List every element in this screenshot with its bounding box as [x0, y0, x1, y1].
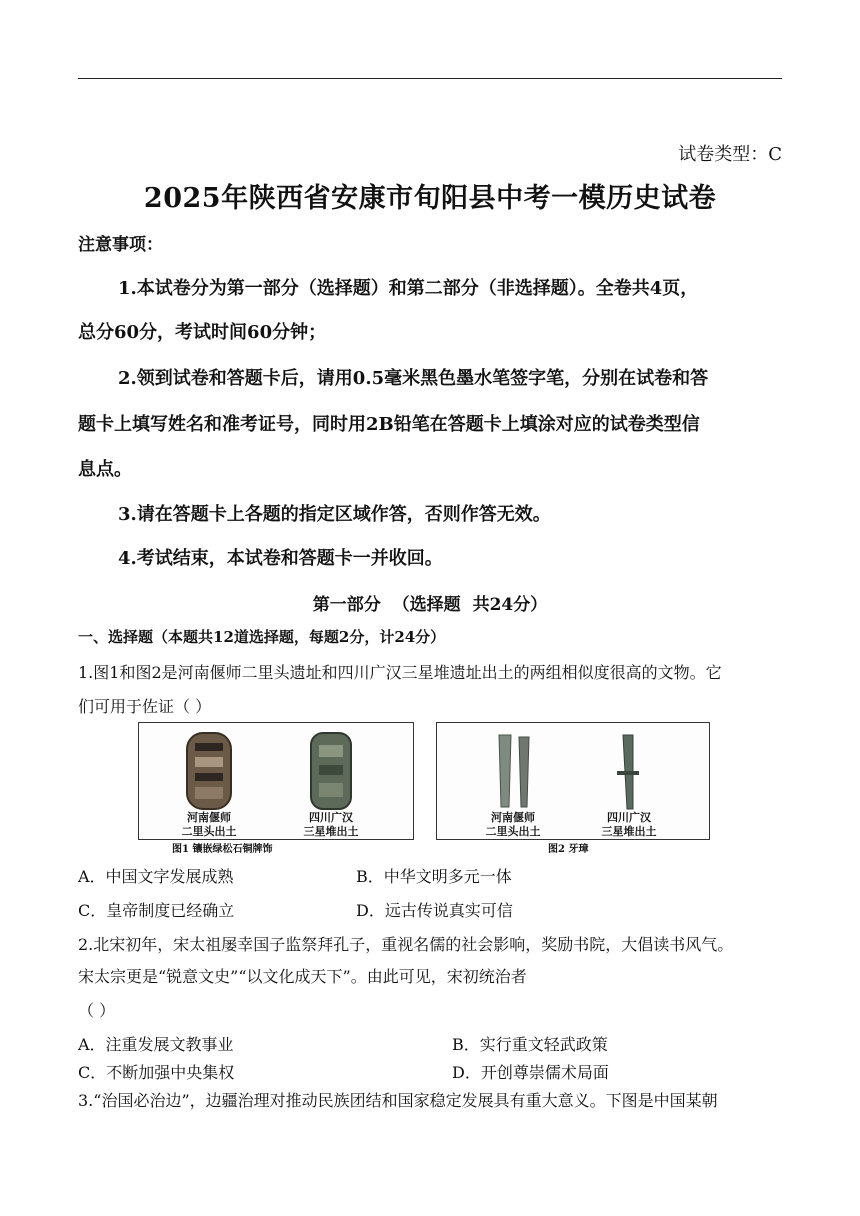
- q1-option-c: C．皇帝制度已经确立: [78, 901, 235, 920]
- fig1-caption: 图1 镶嵌绿松石铜牌饰: [172, 844, 273, 855]
- part1-heading: 第一部分 （选择题 共24分）: [312, 595, 548, 615]
- q2-option-c: C．不断加强中央集权: [78, 1063, 235, 1082]
- notice-item-1: 1.本试卷分为第一部分（选择题）和第二部分（非选择题）。全卷共4页，: [118, 278, 699, 299]
- figure-2: [436, 722, 710, 840]
- q2-answer-paren: （ ）: [78, 1001, 116, 1020]
- fig2-left-label: 河南偃师 二里头出土: [485, 811, 541, 838]
- header-rule: [78, 78, 782, 79]
- fig1-right-label: 四川广汉 三星堆出土: [303, 811, 359, 838]
- q2-option-b: B．实行重文轻武政策: [452, 1035, 608, 1054]
- fig2-caption: 图2 牙璋: [548, 844, 589, 855]
- q1-option-a: A．中国文字发展成熟: [78, 867, 234, 886]
- fig2-right-label: 四川广汉 三星堆出土: [601, 811, 657, 838]
- q2-option-a: A．注重发展文教事业: [78, 1035, 234, 1054]
- notice-item-3: 3.请在答题卡上各题的指定区域作答，否则作答无效。: [118, 504, 551, 525]
- page-title: 2025年陕西省安康市旬阳县中考一模历史试卷: [143, 183, 717, 214]
- q1-option-d: D．远古传说真实可信: [356, 901, 513, 920]
- notice-item-2-cont2: 息点。: [78, 459, 132, 480]
- q3-stem: 3.“治国必治边”，边疆治理对推动民族团结和国家稳定发展具有重大意义。下图是中国某朝: [78, 1091, 718, 1110]
- notice-heading: 注意事项：: [78, 235, 163, 255]
- q2-stem: 2.北宋初年，宋太祖屡幸国子监祭拜孔子，重视名儒的社会影响，奖励书院，大倡读书风气。: [78, 935, 734, 954]
- notice-item-2: 2.领到试卷和答题卡后，请用0.5毫米黑色墨水笔签字笔，分别在试卷和答: [118, 368, 709, 389]
- figure-1: [138, 722, 414, 840]
- section1-heading: 一、选择题（本题共12道选择题，每题2分，计24分）: [78, 628, 446, 646]
- notice-item-1-cont: 总分60分，考试时间60分钟；: [78, 322, 327, 343]
- fig1-left-label: 河南偃师 二里头出土: [181, 811, 237, 838]
- q1-stem-cont: 们可用于佐证（ ）: [78, 697, 212, 716]
- notice-item-2-cont: 题卡上填写姓名和准考证号，同时用2B铅笔在答题卡上填涂对应的试卷类型信: [78, 414, 700, 435]
- q2-stem-cont: 宋太宗更是“锐意文史”“以文化成天下”。由此可见，宋初统治者: [78, 967, 527, 986]
- notice-item-4: 4.考试结束，本试卷和答题卡一并收回。: [118, 548, 443, 569]
- paper-type: 试卷类型：C: [678, 144, 782, 165]
- q2-option-d: D．开创尊崇儒术局面: [452, 1063, 609, 1082]
- q1-option-b: B．中华文明多元一体: [356, 867, 512, 886]
- q1-stem: 1.图1和图2是河南偃师二里头遗址和四川广汉三星堆遗址出土的两组相似度很高的文物。它: [78, 663, 722, 682]
